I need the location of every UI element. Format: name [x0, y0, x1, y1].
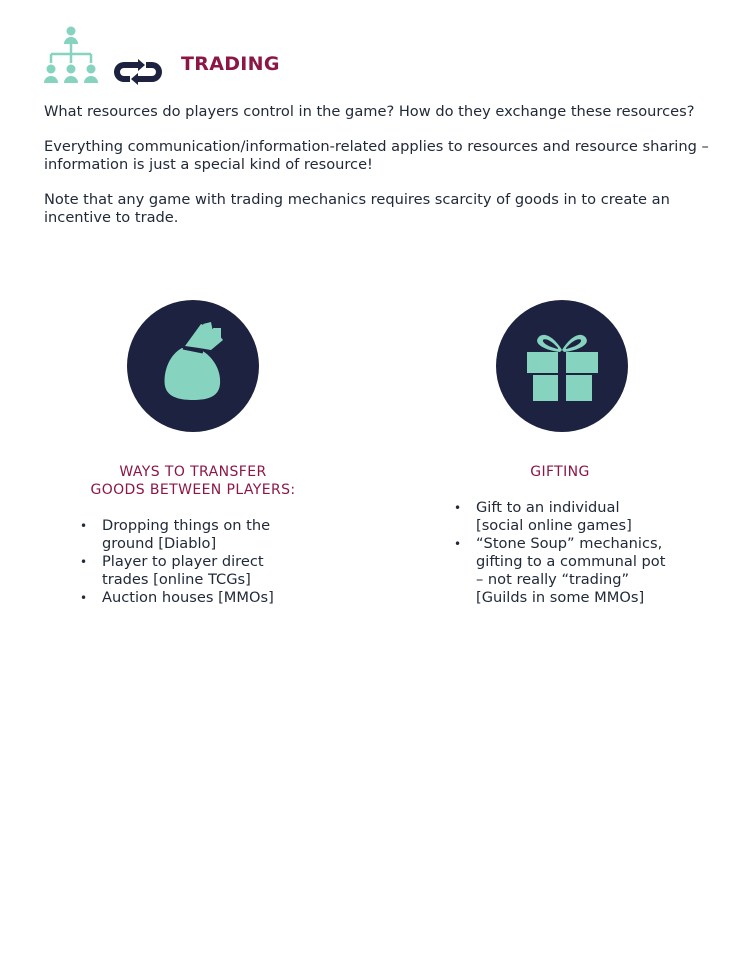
- column-heading-line: WAYS TO TRANSFER: [119, 464, 267, 480]
- gifting-list: [454, 499, 668, 607]
- list-item: • “Stone Soup” mechanics, gifting to a communal pot – not really “trading” [Guilds in some MMOs]: [454, 535, 668, 607]
- section-header: [44, 26, 724, 88]
- column-heading: [450, 463, 670, 481]
- gift-icon: [496, 300, 628, 432]
- intro-paragraph: Everything communication/information-related applies to resources and resource sharing – information is just a special kind of resource!: [44, 138, 709, 173]
- column-heading-line: GOODS BETWEEN PLAYERS:: [90, 482, 296, 498]
- intro-paragraph: Note that any game with trading mechanics requires scarcity of goods in to create an incentive to trade.: [44, 191, 670, 226]
- money-bag-icon: [127, 300, 259, 432]
- list-item: • Gift to an individual [social online games]: [454, 499, 668, 535]
- column-heading-line: GIFTING: [530, 464, 590, 480]
- list-item: • Dropping things on the ground [Diablo]: [80, 517, 300, 553]
- section-title: TRADING: [181, 53, 280, 75]
- list-item: • Auction houses [MMOs]: [80, 589, 300, 607]
- gift-badge: [496, 300, 628, 432]
- money-bag-badge: [127, 300, 259, 432]
- intro-paragraph: What resources do players control in the game? How do they exchange these resources?: [44, 103, 695, 120]
- intro-text: [44, 103, 714, 244]
- column-heading: [62, 463, 324, 499]
- org-chart-icon: [44, 26, 100, 84]
- exchange-arrows-icon: [110, 59, 166, 85]
- transfer-methods-list: [80, 517, 300, 607]
- list-item: • Player to player direct trades [online TCGs]: [80, 553, 300, 589]
